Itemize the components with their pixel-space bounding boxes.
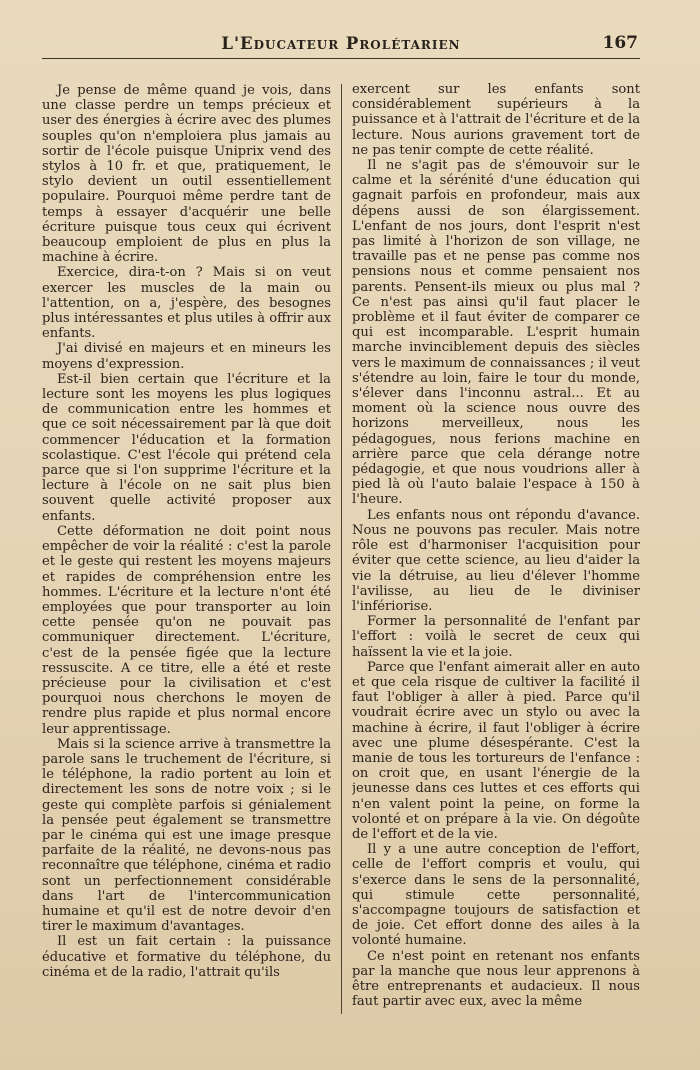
column-divider [341, 84, 342, 1014]
journal-title: L'Educateur Prolétarien [221, 34, 461, 53]
running-header [42, 32, 640, 59]
paragraph: Est-il bien certain que l'écriture et la lecture sont les moyens les plus logiques de communication entre les hommes et que ce soit nécessairement par là que doit commencer l'éducation et la formation scolastique. C'est l'école qui prétend cela parce que si l'on supprime l'écriture et la lecture à l'école on ne sait plus bien souvent quelle activité proposer aux enfants. [42, 371, 331, 524]
paragraph: Mais si la science arrive à transmettre la parole sans le truchement de l'écriture, si le téléphone, la radio portent au loin et directement les sons de notre voix ; si le geste qui complète parfois si génialement la pensée peut également se transmettre par le cinéma qui est une image presque parfaite de la réalité, ne devons-nous pas reconnaître que téléphone, cinéma et radio sont un perfectionnement considérable dans l'art de l'intercommunication humaine et qu'il est de notre devoir d'en tirer le maximum d'avantages. [42, 736, 331, 935]
paragraph: J'ai divisé en majeurs et en mineurs les moyens d'expression. [42, 341, 331, 372]
right-column [352, 82, 640, 1012]
paragraph: Il ne s'agit pas de s'émouvoir sur le calme et la sérénité d'une éducation qui gagnait parfois en profondeur, mais aux dépens aussi de son élargissement. L'enfant de nos jours, dont l'esprit n'est pas limité à l'horizon de son village, ne travaille pas et ne pense pas comme nos pensions nous et comme pensaient nos parents. Pensent-ils mieux ou plus mal ? Ce n'est pas ainsi qu'il faut placer le problème et il faut éviter de comparer ce qui est incomparable. L'esprit humain marche invinciblement depuis des siècles vers le maximum de connaissances ; il veut s'étendre au loin, faire le tour du monde, s'élever dans l'inconnu astral... Et au moment où la science nous ouvre des horizons merveilleux, nous les pédagogues, nous ferions machine en arrière parce que cela dérange notre pédagogie, et que nous voudrions aller à pied là où l'auto balaie l'espace à 150 à l'heure. [352, 158, 640, 508]
paragraph: Exercice, dira-t-on ? Mais si on veut exercer les muscles de la main ou l'attention, on a, j'espère, des besognes plus intéressantes et plus utiles à offrir aux enfants. [42, 265, 331, 342]
paragraph: Je pense de même quand je vois, dans une classe perdre un temps précieux et user des énergies à écrire avec des plumes souples qu'on n'emploiera plus jamais au sortir de l'école puisque Uniprix vend des stylos à 10 fr. et que, pratiquement, le stylo devient un outil essentiellement populaire. Pourquoi même perdre tant de temps à essayer d'acquérir une belle écriture puisque tous ceux qui écrivent beaucoup emploient de plus en plus la machine à écrire. [42, 83, 331, 266]
paragraph: Les enfants nous ont répondu d'avance. Nous ne pouvons pas reculer. Mais notre rôle est d'harmoniser l'acquisition pour éviter que cette science, au lieu d'aider la vie la détruise, au lieu d'élever l'homme l'avilisse, au lieu de le diviniser l'infériorise. [352, 507, 640, 614]
left-column [42, 83, 331, 1013]
paragraph: Il y a une autre conception de l'effort, celle de l'effort compris et voulu, qui s'exerce dans le sens de la personnalité, qui stimule cette personnalité, s'accompagne toujours de satisfaction et de joie. Cet effort donne des ailes à la volonté humaine. [352, 842, 640, 949]
paragraph: Parce que l'enfant aimerait aller en auto et que cela risque de cultiver la facilité il faut l'obliger à aller à pied. Parce qu'il voudrait écrire avec un stylo ou avec la machine à écrire, il faut l'obliger à écrire avec une plume désespérante. C'est la manie de tous les tortureurs de l'enfance : on croit que, en usant l'énergie de la jeunesse dans ces luttes et ces efforts qui n'en valent point la peine, on forme la volonté et on prépare à la vie. On dégoûte de l'effort et de la vie. [352, 659, 640, 842]
paragraph: Il est un fait certain : la puissance éducative et formative du téléphone, du cinéma et de la radio, l'attrait qu'ils [42, 934, 331, 980]
paragraph: exercent sur les enfants sont considérablement supérieurs à la puissance et à l'attrait de l'écriture et de la lecture. Nous aurions gravement tort de ne pas tenir compte de cette réalité. [352, 82, 640, 158]
paragraph: Former la personnalité de l'enfant par l'effort : voilà le secret de ceux qui haïssent la vie et la joie. [352, 614, 640, 660]
paragraph: Ce n'est point en retenant nos enfants par la manche que nous leur apprenons à être entreprenants et audacieux. Il nous faut partir avec eux, avec la même [352, 948, 640, 1010]
paragraph: Cette déformation ne doit point nous empêcher de voir la réalité : c'est la parole et le geste qui restent les moyens majeurs et rapides de compréhension entre les hommes. L'écriture et la lecture n'ont été employées que pour transporter au loin cette pensée qu'on ne pouvait pas communiquer directement. L'écriture, c'est de la pensée figée que la lecture ressuscite. A ce titre, elle a été et reste précieuse pour la civilisation et c'est pourquoi nous cherchons le moyen de rendre plus rapide et plus normal encore leur apprentissage. [42, 523, 331, 737]
page-number: 167 [602, 33, 638, 53]
